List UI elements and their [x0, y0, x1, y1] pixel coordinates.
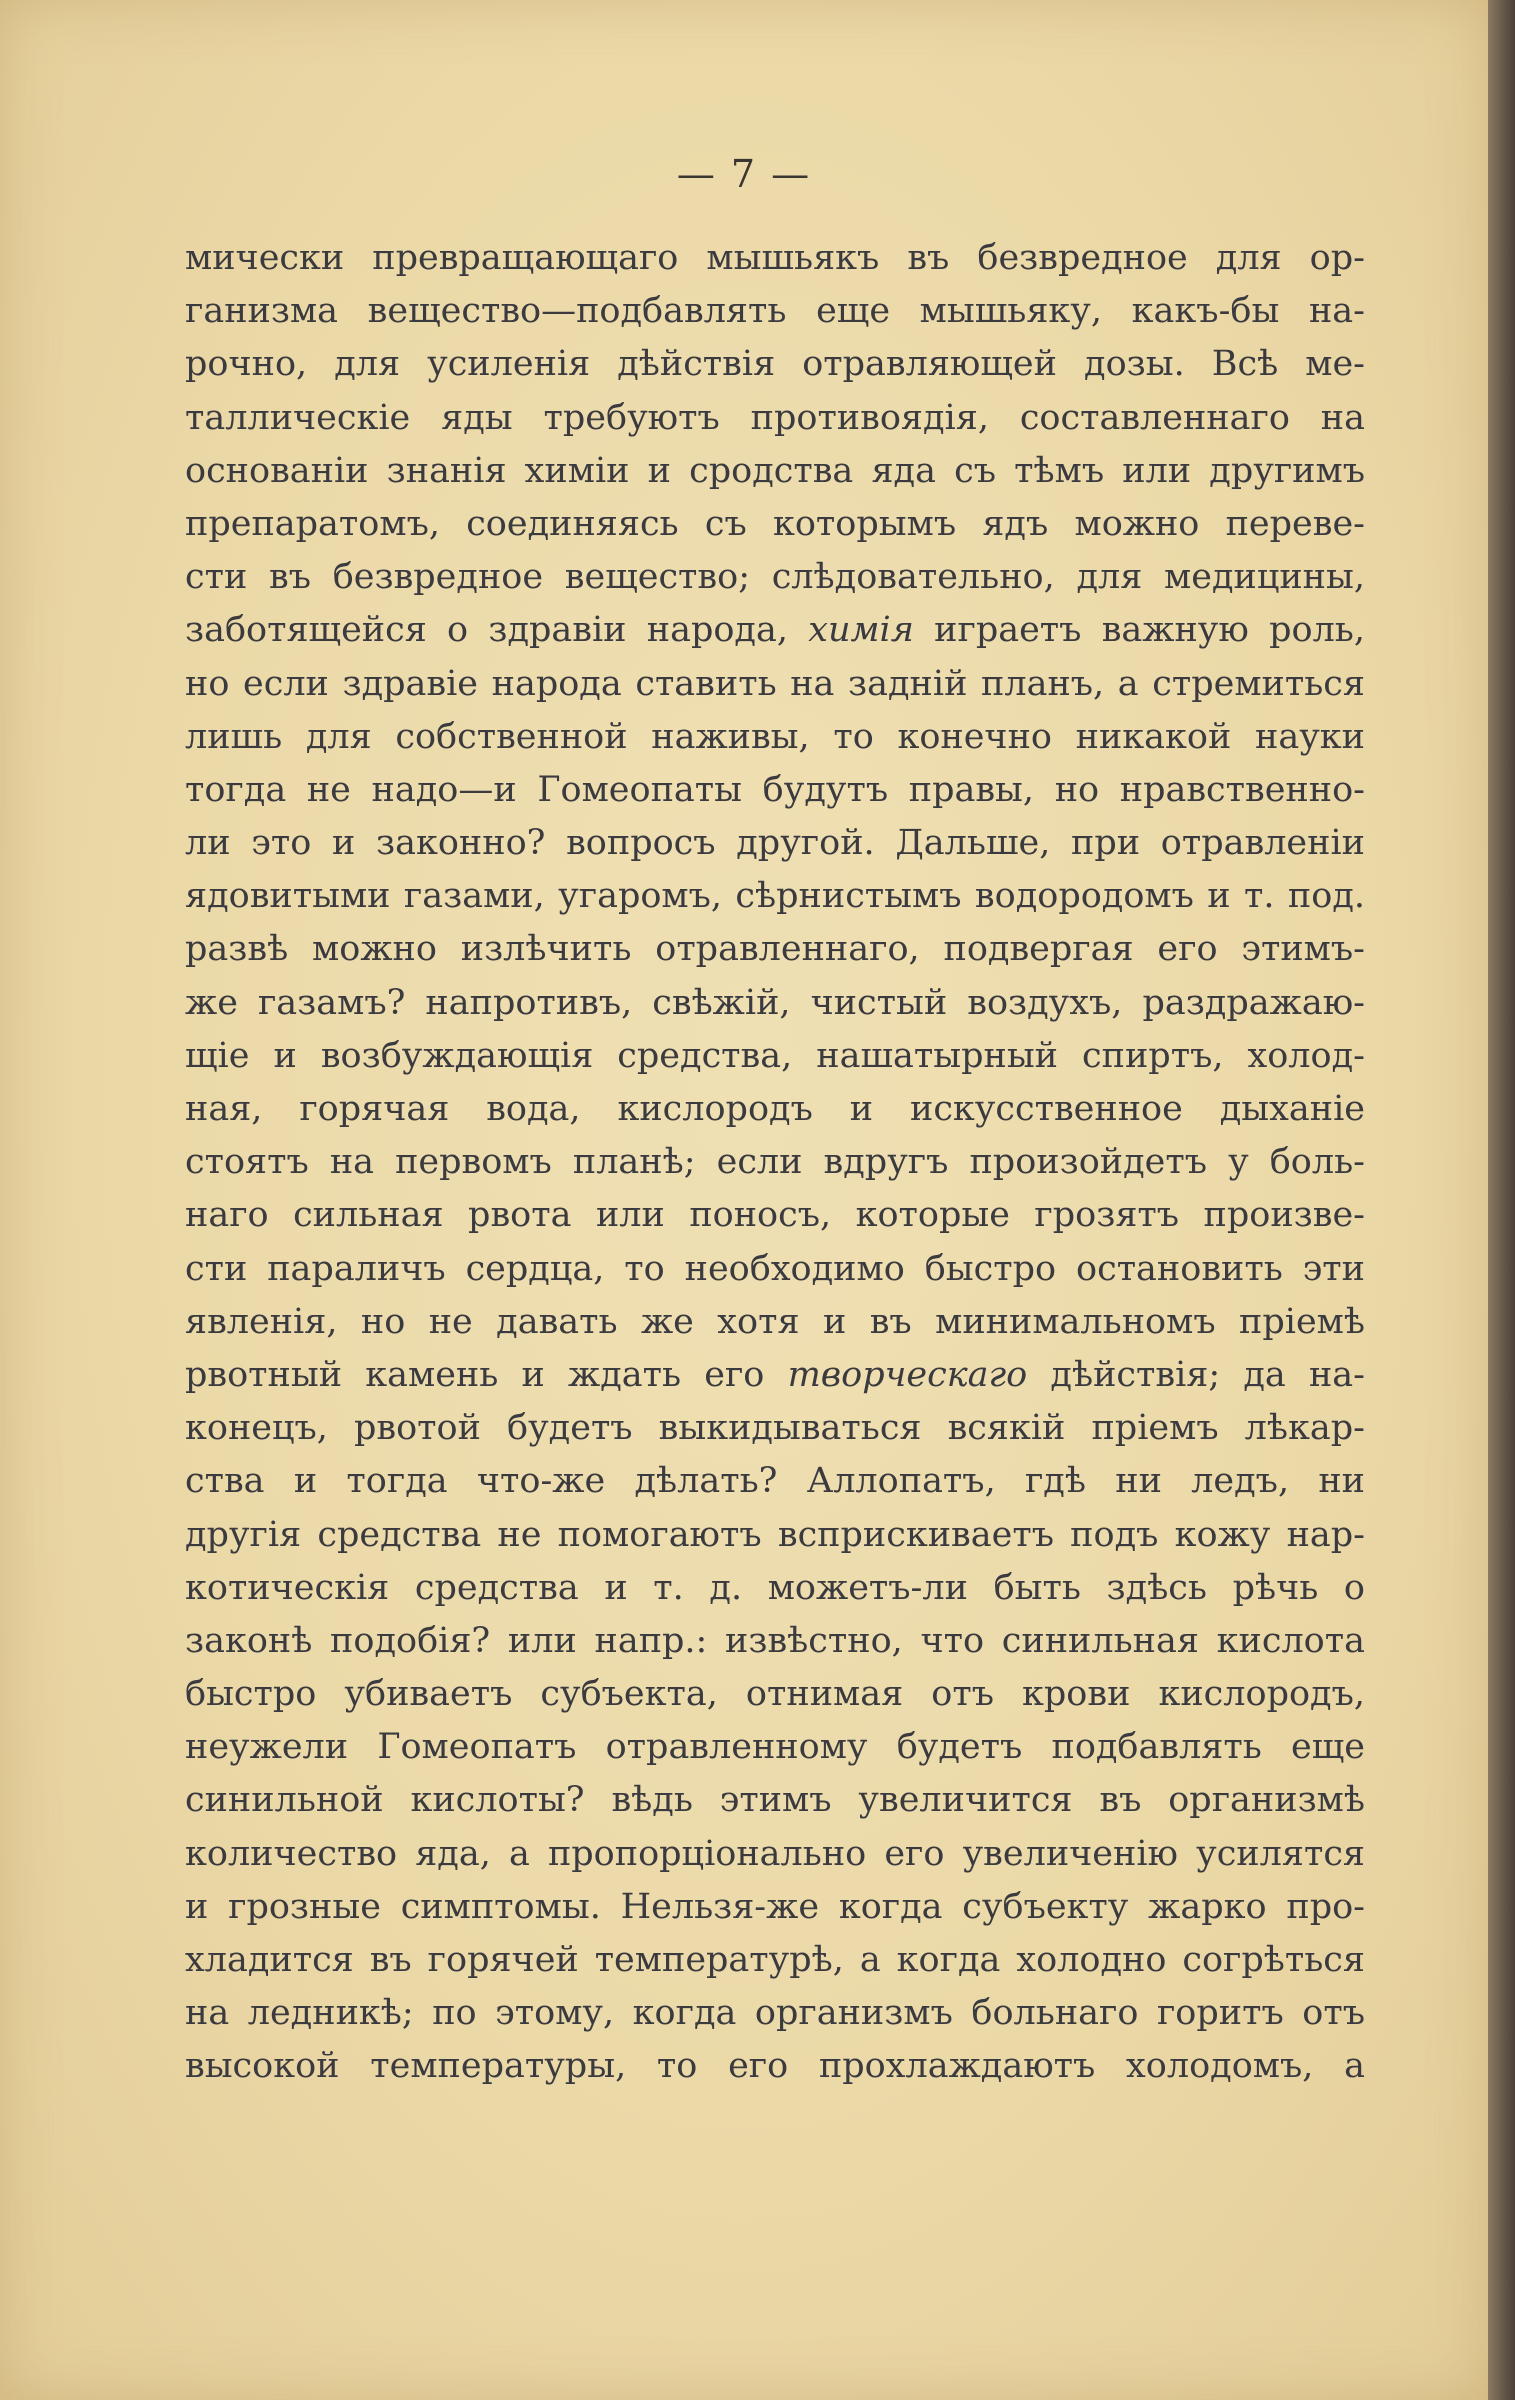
text-line: неужели Гомеопатъ отравленному будетъ подбавлять еще [185, 1727, 1365, 1768]
page-number: — 7 — [676, 152, 812, 196]
text-line: котическія средства и т. д. можетъ-ли быть здѣсь рѣчь о [185, 1567, 1365, 1608]
text-line: мически превращающаго мышьякъ въ безвредное для ор- [185, 238, 1365, 278]
page-edge [1488, 0, 1515, 2400]
text-line: быстро убиваетъ субъекта, отнимая отъ крови кислородъ, [185, 1674, 1365, 1715]
text-line: же газамъ? напротивъ, свѣжій, чистый воздухъ, раздражаю- [185, 982, 1365, 1023]
text-line: высокой температуры, то его прохлаждаютъ холодомъ, а [185, 2046, 1365, 2087]
body-text [185, 232, 1365, 2094]
text-line: ганизма вещество—подбавлять еще мышьяку, какъ-бы на- [185, 291, 1365, 332]
text-line: препаратомъ, соединяясь съ которымъ ядъ можно переве- [185, 503, 1365, 544]
text-line: ядовитыми газами, угаромъ, сѣрнистымъ водородомъ и т. под. [185, 876, 1365, 917]
text-line: хладится въ горячей температурѣ, а когда холодно согрѣться [185, 1940, 1365, 1980]
text-line: наго сильная рвота или поносъ, которые грозятъ произве- [185, 1195, 1365, 1236]
text-line: и грозные симптомы. Нельзя-же когда субъекту жарко про- [185, 1886, 1365, 1927]
text-line: явленія, но не давать же хотя и въ минимальномъ пріемѣ [185, 1301, 1365, 1342]
text-line: тогда не надо—и Гомеопаты будутъ правы, но нравственно- [185, 769, 1365, 810]
text-line: синильной кислоты? вѣдь этимъ увеличится въ организмѣ [185, 1780, 1365, 1821]
text-line: на ледникѣ; по этому, когда организмъ больнаго горитъ отъ [185, 1993, 1365, 2034]
text-line: ства и тогда что-же дѣлать? Аллопатъ, гдѣ ни ледъ, ни [185, 1461, 1365, 1502]
text-line: сти въ безвредное вещество; слѣдовательно, для медицины, [185, 557, 1365, 598]
text-line: заботящейся о здравіи народа, химія играетъ важную роль, [185, 610, 1365, 651]
text-line: количество яда, а пропорціонально его увеличенію усилятся [185, 1833, 1365, 1874]
text-line: конецъ, рвотой будетъ выкидываться всякій пріемъ лѣкар- [185, 1408, 1365, 1449]
text-line: сти параличъ сердца, то необходимо быстро остановить эти [185, 1248, 1365, 1289]
text-line: ли это и законно? вопросъ другой. Дальше, при отравленіи [185, 823, 1365, 864]
text-line: законѣ подобія? или напр.: извѣстно, что синильная кислота [185, 1620, 1365, 1661]
text-line: другія средства не помогаютъ всприскиваетъ подъ кожу нар- [185, 1514, 1365, 1555]
text-line: стоятъ на первомъ планѣ; если вдругъ произойдетъ у боль- [185, 1142, 1365, 1183]
text-line: таллическіе яды требуютъ противоядія, составленнаго на [185, 397, 1365, 438]
text-line: рвотный камень и ждать его творческаго дѣйствія; да на- [185, 1354, 1365, 1395]
text-line: основаніи знанія химіи и сродства яда съ тѣмъ или другимъ [185, 450, 1365, 491]
text-line: развѣ можно излѣчить отравленнаго, подвергая его этимъ- [185, 929, 1365, 970]
text-line: рочно, для усиленія дѣйствія отравляющей дозы. Всѣ ме- [185, 344, 1365, 385]
text-line: щіе и возбуждающія средства, нашатырный спиртъ, холод- [185, 1035, 1365, 1076]
text-line: лишь для собственной наживы, то конечно никакой науки [185, 716, 1365, 757]
text-line: но если здравіе народа ставить на задній планъ, а стремиться [185, 663, 1365, 704]
text-line: ная, горячая вода, кислородъ и искусственное дыханіе [185, 1089, 1365, 1129]
